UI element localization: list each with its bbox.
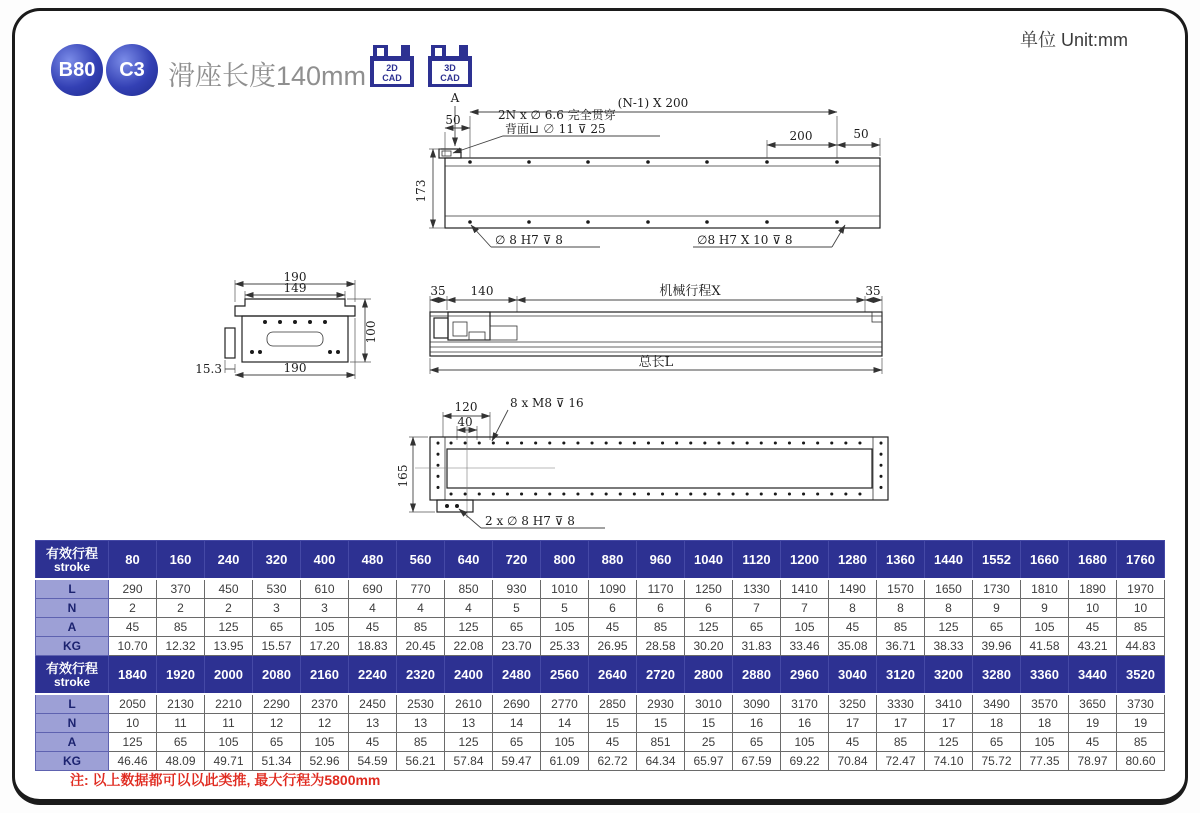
table-row-kg bbox=[36, 752, 1165, 771]
table-cell: 80.60 bbox=[1117, 752, 1165, 771]
stroke-header-row bbox=[36, 656, 1165, 695]
row-label: N bbox=[36, 599, 109, 618]
stroke-value: 2800 bbox=[685, 656, 733, 695]
table-row-n bbox=[36, 714, 1165, 733]
table-cell: 850 bbox=[445, 579, 493, 599]
table-cell: 290 bbox=[109, 579, 157, 599]
table-cell: 26.95 bbox=[589, 637, 637, 656]
dim-50-right: 50 bbox=[853, 127, 869, 141]
stroke-value: 2000 bbox=[205, 656, 253, 695]
table-cell: 12 bbox=[253, 714, 301, 733]
table-cell: 75.72 bbox=[973, 752, 1021, 771]
row-label: A bbox=[36, 733, 109, 752]
stroke-value: 2320 bbox=[397, 656, 445, 695]
table-cell: 2770 bbox=[541, 694, 589, 714]
table-cell: 45 bbox=[829, 618, 877, 637]
stroke-value: 1680 bbox=[1069, 541, 1117, 580]
row-label: A bbox=[36, 618, 109, 637]
table-cell: 22.08 bbox=[445, 637, 493, 656]
table-cell: 18 bbox=[973, 714, 1021, 733]
table-cell: 125 bbox=[205, 618, 253, 637]
table-cell: 10 bbox=[1117, 599, 1165, 618]
table-cell: 17 bbox=[877, 714, 925, 733]
model-badge: B80 bbox=[51, 44, 103, 96]
table-cell: 45 bbox=[1069, 618, 1117, 637]
table-cell: 7 bbox=[733, 599, 781, 618]
table-cell: 2 bbox=[205, 599, 253, 618]
table-cell: 17 bbox=[925, 714, 973, 733]
table-cell: 13.95 bbox=[205, 637, 253, 656]
footnote: 注: 以上数据都可以以此类推, 最大行程为5800mm bbox=[70, 772, 381, 788]
table-cell: 65 bbox=[733, 618, 781, 637]
table-cell: 1410 bbox=[781, 579, 829, 599]
table-cell: 17 bbox=[829, 714, 877, 733]
table-cell: 25 bbox=[685, 733, 733, 752]
table-cell: 30.20 bbox=[685, 637, 733, 656]
table-cell: 5 bbox=[541, 599, 589, 618]
stroke-value: 1552 bbox=[973, 541, 1021, 580]
stroke-value: 1280 bbox=[829, 541, 877, 580]
dim-173: 173 bbox=[414, 179, 428, 203]
stroke-value: 560 bbox=[397, 541, 445, 580]
table-cell: 72.47 bbox=[877, 752, 925, 771]
dowel-hole-label-left: ∅ 8 H7 ⊽ 8 bbox=[495, 233, 563, 247]
table-cell: 45 bbox=[829, 733, 877, 752]
table-cell: 85 bbox=[1117, 733, 1165, 752]
dim-15-3: 15.3 bbox=[195, 362, 222, 376]
cad-2d-label-bottom: CAD bbox=[382, 72, 402, 83]
table-cell: 930 bbox=[493, 579, 541, 599]
table-cell: 4 bbox=[397, 599, 445, 618]
table-cell: 1010 bbox=[541, 579, 589, 599]
table-cell: 70.84 bbox=[829, 752, 877, 771]
table-cell: 1890 bbox=[1069, 579, 1117, 599]
table-cell: 15.57 bbox=[253, 637, 301, 656]
table-cell: 3410 bbox=[925, 694, 973, 714]
table-cell: 3570 bbox=[1021, 694, 1069, 714]
table-cell: 85 bbox=[397, 733, 445, 752]
stroke-value: 1840 bbox=[109, 656, 157, 695]
dim-n1-x-200: (N-1) X 200 bbox=[617, 96, 689, 110]
table-cell: 69.22 bbox=[781, 752, 829, 771]
stroke-header-label: 有效行程 stroke bbox=[36, 656, 109, 695]
cross-section-drawing bbox=[195, 272, 395, 384]
table-cell: 44.83 bbox=[1117, 637, 1165, 656]
table-cell: 15 bbox=[685, 714, 733, 733]
dim-120: 120 bbox=[454, 400, 478, 414]
table-cell: 57.84 bbox=[445, 752, 493, 771]
m8-tap-label: 8 x M8 ⊽ 16 bbox=[510, 396, 584, 410]
table-cell: 10.70 bbox=[109, 637, 157, 656]
table-cell: 4 bbox=[445, 599, 493, 618]
table-cell: 45 bbox=[1069, 733, 1117, 752]
stroke-value: 2880 bbox=[733, 656, 781, 695]
table-cell: 2370 bbox=[301, 694, 349, 714]
stroke-value: 2160 bbox=[301, 656, 349, 695]
table-cell: 8 bbox=[829, 599, 877, 618]
table-cell: 74.10 bbox=[925, 752, 973, 771]
table-cell: 59.47 bbox=[493, 752, 541, 771]
table-cell: 1810 bbox=[1021, 579, 1069, 599]
table-cell: 3250 bbox=[829, 694, 877, 714]
table-cell: 6 bbox=[685, 599, 733, 618]
table-row-kg bbox=[36, 637, 1165, 656]
table-cell: 1170 bbox=[637, 579, 685, 599]
table-cell: 4 bbox=[349, 599, 397, 618]
table-cell: 3090 bbox=[733, 694, 781, 714]
table-cell: 35.08 bbox=[829, 637, 877, 656]
table-cell: 610 bbox=[301, 579, 349, 599]
stroke-value: 880 bbox=[589, 541, 637, 580]
table-cell: 8 bbox=[925, 599, 973, 618]
unit-label: 单位 Unit:mm bbox=[1020, 30, 1128, 50]
table-cell: 23.70 bbox=[493, 637, 541, 656]
table-cell: 9 bbox=[1021, 599, 1069, 618]
table-cell: 2690 bbox=[493, 694, 541, 714]
table-cell: 61.09 bbox=[541, 752, 589, 771]
table-cell: 11 bbox=[205, 714, 253, 733]
table-cell: 65 bbox=[253, 733, 301, 752]
table-cell: 3490 bbox=[973, 694, 1021, 714]
table-cell: 5 bbox=[493, 599, 541, 618]
table-cell: 6 bbox=[589, 599, 637, 618]
table-cell: 105 bbox=[301, 733, 349, 752]
dim-140: 140 bbox=[470, 284, 494, 298]
table-cell: 48.09 bbox=[157, 752, 205, 771]
dim-200: 200 bbox=[789, 129, 813, 143]
dim-a: A bbox=[450, 91, 460, 105]
table-cell: 16 bbox=[733, 714, 781, 733]
dowel-hole-label-right: ∅8 H7 X 10 ⊽ 8 bbox=[697, 233, 793, 247]
table-cell: 38.33 bbox=[925, 637, 973, 656]
table-cell: 3650 bbox=[1069, 694, 1117, 714]
table-cell: 770 bbox=[397, 579, 445, 599]
table-cell: 13 bbox=[445, 714, 493, 733]
table-cell: 105 bbox=[541, 733, 589, 752]
table-cell: 64.34 bbox=[637, 752, 685, 771]
table-cell: 530 bbox=[253, 579, 301, 599]
dim-50-left: 50 bbox=[445, 113, 461, 127]
table-cell: 43.21 bbox=[1069, 637, 1117, 656]
table-cell: 3 bbox=[301, 599, 349, 618]
stroke-value: 1760 bbox=[1117, 541, 1165, 580]
table-cell: 690 bbox=[349, 579, 397, 599]
table-cell: 3 bbox=[253, 599, 301, 618]
table-cell: 125 bbox=[925, 733, 973, 752]
table-cell: 16 bbox=[781, 714, 829, 733]
dim-165: 165 bbox=[396, 464, 410, 488]
stroke-value: 1440 bbox=[925, 541, 973, 580]
cad-3d-download-button[interactable] bbox=[428, 45, 472, 87]
table-cell: 77.35 bbox=[1021, 752, 1069, 771]
stroke-value: 3440 bbox=[1069, 656, 1117, 695]
table-row-l bbox=[36, 579, 1165, 599]
stroke-value: 3360 bbox=[1021, 656, 1069, 695]
table-cell: 36.71 bbox=[877, 637, 925, 656]
stroke-value: 960 bbox=[637, 541, 685, 580]
table-cell: 85 bbox=[157, 618, 205, 637]
cad-icon-shape bbox=[428, 56, 472, 87]
cad-2d-label-top: 2D bbox=[386, 62, 398, 73]
table-cell: 14 bbox=[493, 714, 541, 733]
dim-190-top: 190 bbox=[283, 270, 307, 284]
table-cell: 3730 bbox=[1117, 694, 1165, 714]
table-row-a bbox=[36, 618, 1165, 637]
table-cell: 3330 bbox=[877, 694, 925, 714]
row-label: L bbox=[36, 579, 109, 599]
stroke-header-row bbox=[36, 541, 1165, 580]
stroke-value: 2720 bbox=[637, 656, 685, 695]
table-cell: 1250 bbox=[685, 579, 733, 599]
table-cell: 12 bbox=[301, 714, 349, 733]
table-cell: 105 bbox=[1021, 618, 1069, 637]
dim-35-left: 35 bbox=[430, 284, 446, 298]
table-cell: 105 bbox=[205, 733, 253, 752]
table-cell: 31.83 bbox=[733, 637, 781, 656]
table-cell: 15 bbox=[637, 714, 685, 733]
table-cell: 65 bbox=[493, 733, 541, 752]
table-cell: 2610 bbox=[445, 694, 493, 714]
table-cell: 45 bbox=[349, 733, 397, 752]
table-cell: 85 bbox=[637, 618, 685, 637]
table-row-a bbox=[36, 733, 1165, 752]
table-cell: 45 bbox=[109, 618, 157, 637]
table-cell: 851 bbox=[637, 733, 685, 752]
table-cell: 125 bbox=[109, 733, 157, 752]
table-cell: 65 bbox=[733, 733, 781, 752]
stroke-spec-table-wrap bbox=[35, 540, 1165, 771]
table-cell: 19 bbox=[1069, 714, 1117, 733]
table-cell: 62.72 bbox=[589, 752, 637, 771]
table-cell: 2450 bbox=[349, 694, 397, 714]
hole-note-line2: 背面⊔ ∅ 11 ⊽ 25 bbox=[505, 122, 606, 136]
table-cell: 45 bbox=[589, 733, 637, 752]
table-cell: 65.97 bbox=[685, 752, 733, 771]
table-cell: 125 bbox=[445, 733, 493, 752]
table-cell: 18.83 bbox=[349, 637, 397, 656]
table-cell: 1330 bbox=[733, 579, 781, 599]
top-view-drawing bbox=[395, 88, 895, 266]
side-view-drawing bbox=[420, 282, 900, 382]
table-cell: 15 bbox=[589, 714, 637, 733]
stroke-value: 2240 bbox=[349, 656, 397, 695]
stroke-value: 1040 bbox=[685, 541, 733, 580]
table-cell: 1090 bbox=[589, 579, 637, 599]
stroke-value: 400 bbox=[301, 541, 349, 580]
stroke-value: 3520 bbox=[1117, 656, 1165, 695]
table-cell: 9 bbox=[973, 599, 1021, 618]
table-cell: 8 bbox=[877, 599, 925, 618]
mechanical-stroke-label: 机械行程X bbox=[659, 284, 721, 299]
stroke-value: 2640 bbox=[589, 656, 637, 695]
table-cell: 85 bbox=[877, 733, 925, 752]
stroke-value: 1120 bbox=[733, 541, 781, 580]
cad-2d-download-button[interactable] bbox=[370, 45, 414, 87]
stroke-value: 1200 bbox=[781, 541, 829, 580]
dim-40: 40 bbox=[457, 415, 473, 429]
table-row-n bbox=[36, 599, 1165, 618]
dim-100: 100 bbox=[364, 320, 378, 344]
stroke-value: 80 bbox=[109, 541, 157, 580]
table-cell: 45 bbox=[589, 618, 637, 637]
table-cell: 39.96 bbox=[973, 637, 1021, 656]
table-cell: 46.46 bbox=[109, 752, 157, 771]
table-cell: 105 bbox=[781, 733, 829, 752]
table-cell: 2 bbox=[109, 599, 157, 618]
table-cell: 2 bbox=[157, 599, 205, 618]
stroke-value: 640 bbox=[445, 541, 493, 580]
stroke-value: 2480 bbox=[493, 656, 541, 695]
stroke-value: 480 bbox=[349, 541, 397, 580]
table-cell: 65 bbox=[253, 618, 301, 637]
stroke-value: 320 bbox=[253, 541, 301, 580]
table-cell: 33.46 bbox=[781, 637, 829, 656]
row-label: L bbox=[36, 694, 109, 714]
table-cell: 25.33 bbox=[541, 637, 589, 656]
stroke-value: 1660 bbox=[1021, 541, 1069, 580]
table-cell: 1650 bbox=[925, 579, 973, 599]
table-cell: 65 bbox=[157, 733, 205, 752]
table-cell: 56.21 bbox=[397, 752, 445, 771]
row-label: N bbox=[36, 714, 109, 733]
table-cell: 2850 bbox=[589, 694, 637, 714]
table-cell: 65 bbox=[973, 733, 1021, 752]
dim-149: 149 bbox=[283, 281, 307, 295]
table-cell: 3010 bbox=[685, 694, 733, 714]
table-cell: 65 bbox=[493, 618, 541, 637]
table-cell: 7 bbox=[781, 599, 829, 618]
table-cell: 10 bbox=[109, 714, 157, 733]
table-cell: 105 bbox=[541, 618, 589, 637]
stroke-value: 1360 bbox=[877, 541, 925, 580]
table-cell: 20.45 bbox=[397, 637, 445, 656]
stroke-value: 160 bbox=[157, 541, 205, 580]
table-cell: 125 bbox=[445, 618, 493, 637]
table-cell: 1730 bbox=[973, 579, 1021, 599]
table-cell: 105 bbox=[301, 618, 349, 637]
table-cell: 85 bbox=[877, 618, 925, 637]
table-cell: 2210 bbox=[205, 694, 253, 714]
table-cell: 370 bbox=[157, 579, 205, 599]
table-row-l bbox=[36, 694, 1165, 714]
stroke-value: 1920 bbox=[157, 656, 205, 695]
bottom-view-drawing bbox=[395, 390, 895, 532]
table-cell: 1570 bbox=[877, 579, 925, 599]
table-cell: 12.32 bbox=[157, 637, 205, 656]
table-cell: 3170 bbox=[781, 694, 829, 714]
table-cell: 54.59 bbox=[349, 752, 397, 771]
table-cell: 85 bbox=[397, 618, 445, 637]
page-title: 滑座长度140mm bbox=[168, 61, 367, 91]
stroke-value: 3120 bbox=[877, 656, 925, 695]
grade-badge: C3 bbox=[106, 44, 158, 96]
table-cell: 78.97 bbox=[1069, 752, 1117, 771]
pin-hole-label: 2 x ∅ 8 H7 ⊽ 8 bbox=[485, 514, 575, 528]
table-cell: 2930 bbox=[637, 694, 685, 714]
cad-icon-shape bbox=[370, 56, 414, 87]
table-cell: 6 bbox=[637, 599, 685, 618]
table-cell: 13 bbox=[397, 714, 445, 733]
stroke-value: 3280 bbox=[973, 656, 1021, 695]
table-cell: 67.59 bbox=[733, 752, 781, 771]
table-cell: 17.20 bbox=[301, 637, 349, 656]
cad-3d-label-bottom: CAD bbox=[440, 72, 460, 83]
row-label: KG bbox=[36, 752, 109, 771]
stroke-value: 2560 bbox=[541, 656, 589, 695]
stroke-spec-table bbox=[35, 540, 1165, 771]
table-cell: 2130 bbox=[157, 694, 205, 714]
table-cell: 51.34 bbox=[253, 752, 301, 771]
stroke-value: 2080 bbox=[253, 656, 301, 695]
stroke-value: 3040 bbox=[829, 656, 877, 695]
dim-35-right: 35 bbox=[865, 284, 881, 298]
hole-note-line1: 2N x ∅ 6.6 完全贯穿 bbox=[498, 108, 616, 122]
dim-190-bottom: 190 bbox=[283, 361, 307, 375]
total-length-label: 总长L bbox=[638, 355, 674, 370]
table-cell: 10 bbox=[1069, 599, 1117, 618]
table-cell: 13 bbox=[349, 714, 397, 733]
stroke-header-label: 有效行程 stroke bbox=[36, 541, 109, 580]
cad-3d-label-top: 3D bbox=[444, 62, 456, 73]
table-cell: 125 bbox=[925, 618, 973, 637]
table-cell: 49.71 bbox=[205, 752, 253, 771]
table-cell: 105 bbox=[1021, 733, 1069, 752]
stroke-value: 3200 bbox=[925, 656, 973, 695]
table-cell: 19 bbox=[1117, 714, 1165, 733]
table-cell: 2050 bbox=[109, 694, 157, 714]
stroke-value: 2400 bbox=[445, 656, 493, 695]
stroke-value: 2960 bbox=[781, 656, 829, 695]
table-cell: 2530 bbox=[397, 694, 445, 714]
table-cell: 18 bbox=[1021, 714, 1069, 733]
table-cell: 45 bbox=[349, 618, 397, 637]
table-cell: 65 bbox=[973, 618, 1021, 637]
table-cell: 14 bbox=[541, 714, 589, 733]
table-cell: 41.58 bbox=[1021, 637, 1069, 656]
table-cell: 450 bbox=[205, 579, 253, 599]
table-cell: 2290 bbox=[253, 694, 301, 714]
stroke-value: 800 bbox=[541, 541, 589, 580]
table-cell: 125 bbox=[685, 618, 733, 637]
table-cell: 52.96 bbox=[301, 752, 349, 771]
table-cell: 28.58 bbox=[637, 637, 685, 656]
table-cell: 105 bbox=[781, 618, 829, 637]
table-cell: 1970 bbox=[1117, 579, 1165, 599]
stroke-value: 240 bbox=[205, 541, 253, 580]
table-cell: 11 bbox=[157, 714, 205, 733]
stroke-value: 720 bbox=[493, 541, 541, 580]
table-cell: 85 bbox=[1117, 618, 1165, 637]
row-label: KG bbox=[36, 637, 109, 656]
mounting-holes bbox=[468, 160, 839, 224]
table-cell: 1490 bbox=[829, 579, 877, 599]
